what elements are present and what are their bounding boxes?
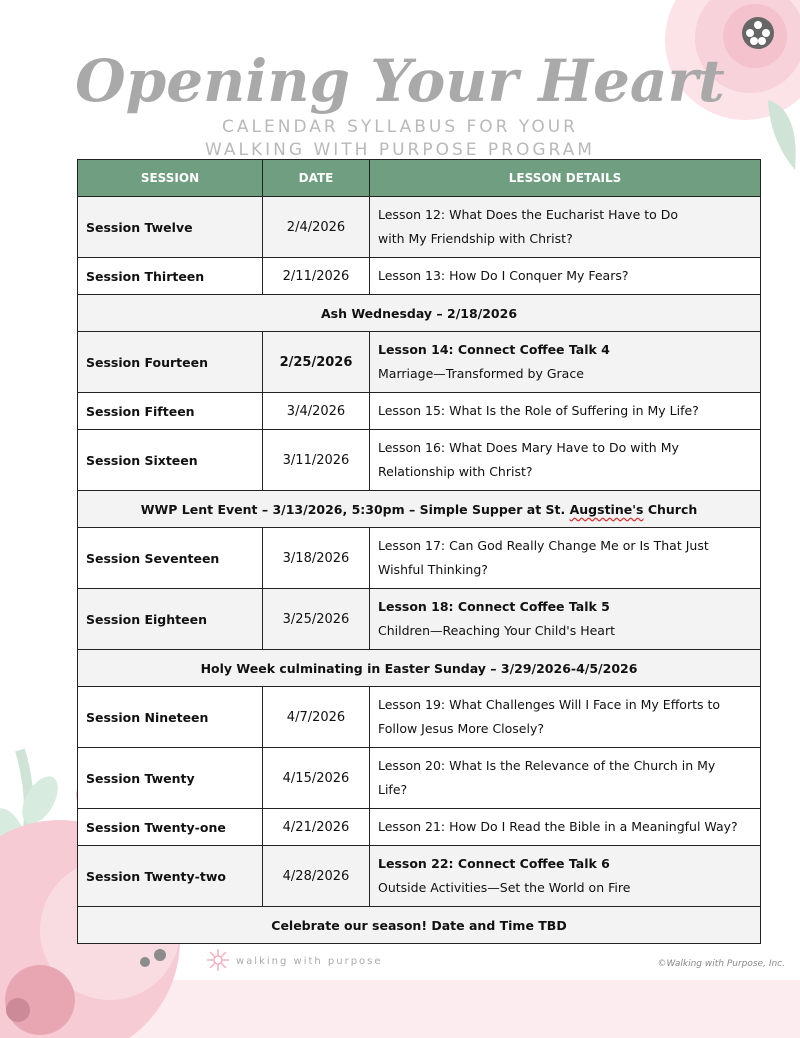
- date-cell: 2/25/2026: [263, 332, 370, 393]
- table-row: [78, 197, 761, 258]
- page-subtitle-line1: CALENDAR SYLLABUS FOR YOUR: [222, 117, 578, 137]
- event-cell: [78, 491, 761, 528]
- session-cell: Session Fourteen: [78, 332, 263, 393]
- lesson-line: Wishful Thinking?: [378, 562, 488, 577]
- flower-logo-icon: [205, 947, 231, 973]
- table-row: [78, 258, 761, 295]
- session-cell: Session Twenty-two: [78, 846, 263, 907]
- table-header-row: [78, 160, 761, 197]
- event-cell: Ash Wednesday – 2/18/2026: [78, 295, 761, 332]
- event-text: WWP Lent Event – 3/13/2026, 5:30pm – Simple Supper at St.: [140, 501, 570, 517]
- event-cell: Holy Week culminating in Easter Sunday – 3/29/2026-4/5/2026: [78, 650, 761, 687]
- column-header-session: SESSION: [78, 160, 263, 197]
- date-cell: 3/18/2026: [263, 528, 370, 589]
- lesson-line: Lesson 16: What Does Mary Have to Do with My: [378, 440, 679, 455]
- lesson-details-cell: [370, 528, 761, 589]
- lesson-line: Lesson 14: Connect Coffee Talk 4: [378, 342, 610, 357]
- session-cell: Session Sixteen: [78, 430, 263, 491]
- lesson-details-cell: [370, 846, 761, 907]
- lesson-line: Lesson 20: What Is the Relevance of the Church in My: [378, 758, 716, 773]
- table-row: [78, 430, 761, 491]
- date-cell: 3/11/2026: [263, 430, 370, 491]
- lesson-details-cell: [370, 393, 761, 430]
- date-cell: 4/7/2026: [263, 687, 370, 748]
- event-row: [78, 491, 761, 528]
- column-header-lesson-details: LESSON DETAILS: [370, 160, 761, 197]
- session-cell: Session Thirteen: [78, 258, 263, 295]
- lesson-line: Outside Activities—Set the World on Fire: [378, 880, 631, 895]
- event-row: [78, 295, 761, 332]
- event-text: Church: [643, 501, 698, 517]
- lesson-details-cell: [370, 332, 761, 393]
- lesson-details-cell: [370, 748, 761, 809]
- lesson-line: Lesson 21: How Do I Read the Bible in a Meaningful Way?: [378, 819, 738, 834]
- session-cell: Session Twenty: [78, 748, 263, 809]
- syllabus-table: [77, 159, 761, 944]
- event-text-misspelled: Augstine's: [569, 501, 644, 517]
- session-cell: Session Twelve: [78, 197, 263, 258]
- date-cell: 3/25/2026: [263, 589, 370, 650]
- lesson-line: Lesson 18: Connect Coffee Talk 5: [378, 599, 610, 614]
- footer-copyright: ©Walking with Purpose, Inc.: [657, 959, 785, 969]
- lesson-line: with My Friendship with Christ?: [378, 231, 573, 246]
- event-cell: Celebrate our season! Date and Time TBD: [78, 907, 761, 944]
- date-cell: 2/4/2026: [263, 197, 370, 258]
- table-row: [78, 748, 761, 809]
- lesson-line: Lesson 17: Can God Really Change Me or Is That Just: [378, 538, 709, 553]
- table-row: [78, 687, 761, 748]
- lesson-line: Life?: [378, 782, 408, 797]
- lesson-details-cell: [370, 687, 761, 748]
- lesson-line: Children—Reaching Your Child's Heart: [378, 623, 615, 638]
- event-row: [78, 907, 761, 944]
- lesson-details-cell: [370, 589, 761, 650]
- lesson-details-cell: [370, 197, 761, 258]
- lesson-details-cell: [370, 809, 761, 846]
- page-title: Opening Your Heart: [75, 47, 725, 115]
- lesson-line: Marriage—Transformed by Grace: [378, 366, 584, 381]
- lesson-line: Relationship with Christ?: [378, 464, 533, 479]
- event-row: [78, 650, 761, 687]
- session-cell: Session Eighteen: [78, 589, 263, 650]
- date-cell: 4/15/2026: [263, 748, 370, 809]
- table-row: [78, 589, 761, 650]
- lesson-line: Follow Jesus More Closely?: [378, 721, 544, 736]
- page-subtitle-line2: WALKING WITH PURPOSE PROGRAM: [205, 140, 595, 160]
- date-cell: 4/28/2026: [263, 846, 370, 907]
- session-cell: Session Seventeen: [78, 528, 263, 589]
- lesson-line: Lesson 12: What Does the Eucharist Have to Do: [378, 207, 679, 222]
- table-row: [78, 846, 761, 907]
- column-header-date: DATE: [263, 160, 370, 197]
- lesson-details-cell: [370, 430, 761, 491]
- table-row: [78, 393, 761, 430]
- table-row: [78, 809, 761, 846]
- lesson-line: Lesson 15: What Is the Role of Suffering in My Life?: [378, 403, 699, 418]
- lesson-line: Lesson 22: Connect Coffee Talk 6: [378, 856, 610, 871]
- date-cell: 2/11/2026: [263, 258, 370, 295]
- lesson-line: Lesson 19: What Challenges Will I Face in My Efforts to: [378, 697, 721, 712]
- session-cell: Session Twenty-one: [78, 809, 263, 846]
- table-row: [78, 332, 761, 393]
- date-cell: 3/4/2026: [263, 393, 370, 430]
- lesson-details-cell: [370, 258, 761, 295]
- date-cell: 4/21/2026: [263, 809, 370, 846]
- session-cell: Session Fifteen: [78, 393, 263, 430]
- footer-brand: walking with purpose: [236, 956, 383, 967]
- lesson-line: Lesson 13: How Do I Conquer My Fears?: [378, 268, 629, 283]
- session-cell: Session Nineteen: [78, 687, 263, 748]
- table-row: [78, 528, 761, 589]
